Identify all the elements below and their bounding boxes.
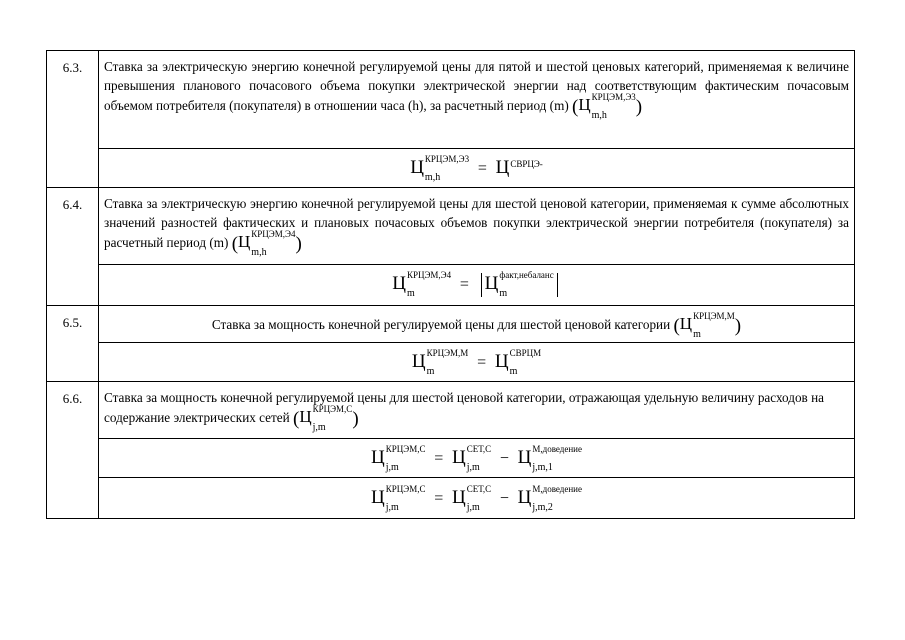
row-6-4 [47, 188, 855, 265]
description-cell [99, 382, 855, 439]
row-description: Ставка за электрическую энергию конечной регулируемой цены для шестой ценовой категории, применяемая к сумме абсолютных значений разностей фактических и плановых почасовых объемов покупки электрической энергии потребителя (покупателя) за расчетный период (m) (Ц КРЦЭМ,Э4 m,h ) [104, 196, 849, 258]
row-6-5 [47, 306, 855, 343]
inline-formula: (Ц КРЦЭМ,С j,m ) [292, 403, 359, 433]
formula-cell [99, 265, 855, 306]
row-description: Ставка за электрическую энергию конечной регулируемой цены для пятой и шестой ценовых категорий, применяемая к величине превышения планового почасового объема покупки электрической энергии над соответствующим фактическим почасовым объемом потребителя (покупателя) в отношении часа (h), за расчетный период (m) (Ц КРЦЭМ,Э3 m,h ) [104, 59, 849, 121]
row-6-6-formula-1 [47, 439, 855, 478]
formula-cell [99, 439, 855, 478]
row-description: Ставка за мощность конечной регулируемой цены для шестой ценовой категории (Ц КРЦЭМ,М m ) [211, 310, 742, 340]
row-description: Ставка за мощность конечной регулируемой цены для шестой ценовой категории, отражающая удельную величину расходов на содержание электрических сетей (Ц КРЦЭМ,С j,m ) [104, 390, 824, 433]
formula: Ц КРЦЭМ,С j,m = Ц СЕТ,С j,m − Ц М,доведение j,m,1 [371, 444, 582, 474]
row-6-6-formula-2 [47, 478, 855, 519]
abs-bar-left [481, 273, 482, 297]
abs-bar-right [557, 273, 558, 297]
row-number: 6.4. [62, 197, 83, 212]
description-cell [99, 188, 855, 265]
formula: Ц КРЦЭМ,С j,m = Ц СЕТ,С j,m − Ц М,доведение j,m,2 [371, 484, 582, 514]
formula: Ц КРЦЭМ,Э3 m,h = Ц СВРЦЭ- [410, 154, 543, 184]
row-number: 6.3. [62, 60, 83, 75]
formula-cell [99, 149, 855, 188]
formula-cell [99, 478, 855, 519]
row-number-cell [47, 382, 99, 519]
row-6-3-formula [47, 149, 855, 188]
inline-formula: (Ц КРЦЭМ,Э4 m,h ) [231, 228, 302, 258]
inline-formula: (Ц КРЦЭМ,М m ) [673, 310, 742, 340]
row-6-4-formula [47, 265, 855, 306]
row-number-cell [47, 188, 99, 306]
formula-cell [99, 343, 855, 382]
row-number-cell [47, 51, 99, 188]
row-6-5-formula [47, 343, 855, 382]
tariff-table [46, 50, 855, 519]
row-6-3 [47, 51, 855, 149]
row-6-6 [47, 382, 855, 439]
formula: Ц КРЦЭМ,М m = Ц СВРЦМ m [411, 348, 542, 378]
formula: Ц КРЦЭМ,Э4 m = Ц факт,небаланс m [392, 273, 561, 298]
row-number: 6.6. [62, 391, 83, 406]
description-cell [99, 51, 855, 149]
inline-formula: (Ц КРЦЭМ,Э3 m,h ) [572, 91, 643, 121]
description-cell [99, 306, 855, 343]
row-number-cell [47, 306, 99, 382]
row-number: 6.5. [62, 315, 83, 330]
